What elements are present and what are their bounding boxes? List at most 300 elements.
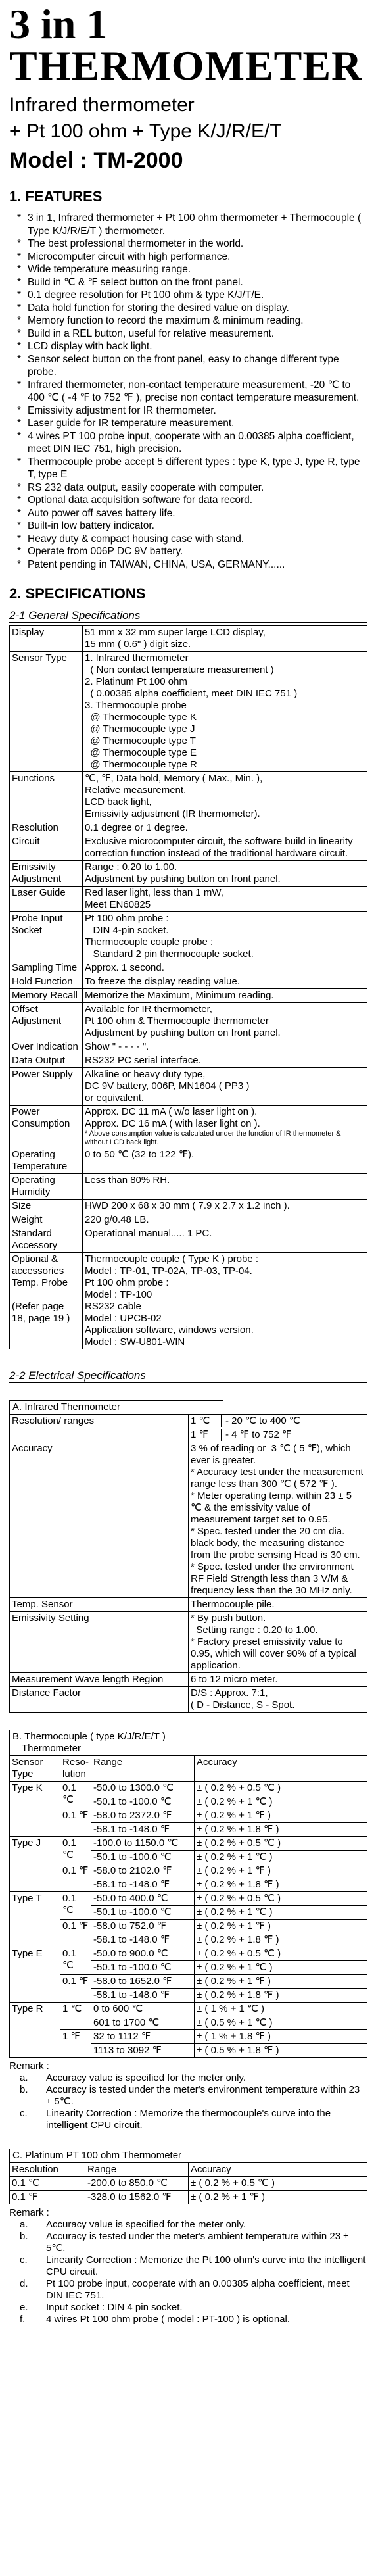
tc-resolution: 0.1 ℉: [60, 1920, 91, 1947]
feature-item: * Sensor select button on the front panel, easy to change different type probe.: [17, 353, 367, 379]
ir-value-line: * Spec. tested under the environment RF Field Strength less than 3 V/M & frequency less than the 30 MHz only.: [191, 1561, 356, 1596]
spec-value-line: 1. Infrared thermometer: [85, 652, 189, 664]
tc-resolution: 0.1 ℉: [60, 1809, 91, 1837]
ir-specs-table: [9, 1414, 367, 1713]
spec-value: [83, 835, 367, 861]
spec-label: Operating Temperature: [10, 1148, 83, 1174]
pt-resolution: 0.1 ℉: [10, 2191, 85, 2204]
remark-item: [9, 2314, 367, 2325]
tc-resolution: 1 ℉: [60, 2030, 91, 2058]
tc-header: Reso- lution: [60, 1756, 91, 1782]
tc-header: Range: [91, 1756, 195, 1782]
tc-accuracy: ± ( 0.2 % + 1 ℃ ): [195, 1961, 367, 1975]
feature-item: * Optional data acquisition software for data record.: [17, 494, 367, 507]
subtitle-2: + Pt 100 ohm + Type K/J/R/E/T: [9, 120, 282, 142]
ir-value-line: * Meter operating temp. within 23 ± 5 ℃ & the emissivity value of measurement target set to 0.95.: [191, 1490, 355, 1525]
tc-row: [10, 1864, 367, 1878]
spec-value-line: @ Thermocouple type R: [85, 759, 197, 770]
spec-value: [83, 1148, 367, 1174]
spec-row: [10, 652, 367, 772]
remark-text: 4 wires Pt 100 ohm probe ( model : PT-100 ) is optional.: [46, 2314, 291, 2325]
pt-row: [10, 2191, 367, 2204]
ir-value: [189, 1687, 367, 1713]
spec-value-line: Show " - - - - ".: [85, 1041, 149, 1052]
feature-item: * Heavy duty & compact housing case with stand.: [17, 533, 367, 546]
spec-value-line: Alkaline or heavy duty type,: [85, 1069, 206, 1080]
spec-label: Optional & accessories Temp. Probe (Refer page 18, page 19 ): [10, 1253, 83, 1349]
spec-value-line: Model : TP-01, TP-02A, TP-03, TP-04.: [85, 1265, 252, 1276]
ir-label: Temp. Sensor: [10, 1598, 189, 1612]
spec-value-line: Meet EN60825: [85, 899, 151, 910]
spec-value-line: LCD back light,: [85, 796, 152, 808]
spec-value: [83, 626, 367, 652]
general-specs-title: 2-1 General Specifications: [9, 609, 367, 623]
pt-remark-title: Remark :: [9, 2207, 49, 2218]
tc-accuracy: ± ( 0.2 % + 1 ℃ ): [195, 1851, 367, 1864]
title-line-1: 3 in 1: [9, 1, 108, 47]
tc-row: [10, 1892, 367, 1906]
spec-value-line: Relative measurement,: [85, 785, 187, 796]
spec-value: [83, 1040, 367, 1054]
tc-accuracy: ± ( 0.2 % + 1 ℉ ): [195, 1864, 367, 1878]
ir-value: [189, 1598, 367, 1612]
ir-value-line: Setting range : 0.20 to 1.00.: [191, 1624, 318, 1636]
remark-item: [9, 2108, 367, 2131]
remark-label: b.: [20, 2084, 28, 2095]
tc-accuracy: ± ( 0.2 % + 1 ℉ ): [195, 1975, 367, 1989]
spec-value-line: Available for IR thermometer,: [85, 1004, 212, 1015]
remark-label: f.: [20, 2314, 26, 2325]
remark-item: [9, 2072, 367, 2084]
remark-text: Accuracy is tested under the meter's environment temperature within 23 ± 5℃.: [46, 2084, 360, 2107]
tc-sensor-type: Type J: [10, 1837, 60, 1892]
feature-item: * LCD display with back light.: [17, 340, 367, 353]
spec-label: Operating Humidity: [10, 1174, 83, 1200]
tc-range: -58.1 to -148.0 ℉: [91, 1878, 195, 1892]
feature-item: * 4 wires PT 100 probe input, cooperate with an 0.00385 alpha coefficient, meet DIN IEC 751, high precision.: [17, 430, 367, 456]
spec-row: [10, 1227, 367, 1253]
tc-accuracy: ± ( 0.2 % + 1.8 ℉ ): [195, 1989, 367, 2003]
tc-resolution: 0.1 ℃: [60, 1782, 91, 1809]
spec-value: [83, 861, 367, 887]
feature-item: * Built-in low battery indicator.: [17, 520, 367, 533]
tc-range: -50.1 to -100.0 ℃: [91, 1961, 195, 1975]
spec-value-line: Emissivity adjustment (IR thermometer).: [85, 808, 260, 819]
tc-range: -58.1 to -148.0 ℉: [91, 1823, 195, 1837]
spec-value-line: ( 0.00385 alpha coefficient, meet DIN IEC 751 ): [85, 688, 298, 699]
remark-text: Linearity Correction : Memorize the Pt 100 ohm's curve into the intelligent CPU circuit.: [46, 2254, 366, 2277]
spec-row: [10, 975, 367, 989]
tc-range: -58.1 to -148.0 ℉: [91, 1933, 195, 1947]
ir-range: - 20 ℃ to 400 ℃: [225, 1415, 300, 1426]
spec-value: [83, 961, 367, 975]
spec-value-line: DC 9V battery, 006P, MN1604 ( PP3 ): [85, 1081, 250, 1092]
spec-value: [83, 1054, 367, 1068]
spec-label: Offset Adjustment: [10, 1003, 83, 1040]
spec-value-line: Approx. DC 16 mA ( with laser light on ).: [85, 1118, 260, 1129]
tc-resolution: 0.1 ℉: [60, 1975, 91, 2003]
spec-value-line: DIN 4-pin socket.: [85, 925, 169, 936]
spec-value: [83, 1227, 367, 1253]
spec-value-line: Approx. 1 second.: [85, 962, 164, 973]
spec-value-line: 51 mm x 32 mm super large LCD display,: [85, 627, 266, 638]
feature-item: * Data hold function for storing the desired value on display.: [17, 302, 367, 315]
remark-label: d.: [20, 2278, 28, 2289]
spec-label: Memory Recall: [10, 989, 83, 1003]
spec-note: * Above consumption value is calculated under the function of IR thermometer & without LCD back light.: [85, 1130, 343, 1146]
spec-label-extra: (Refer page 18, page 19 ): [12, 1301, 70, 1324]
spec-value-line: RS232 PC serial interface.: [85, 1055, 201, 1066]
pt-remark-list: [9, 2219, 367, 2325]
spec-value-line: Pt 100 ohm & Thermocouple thermometer: [85, 1015, 269, 1027]
spec-value-line: Exclusive microcomputer circuit, the software build in linearity correction function instead of the traditional hardware circuit.: [85, 836, 356, 859]
tc-accuracy: ± ( 0.2 % + 0.5 ℃ ): [195, 1837, 367, 1851]
spec-value-line: ( Non contact temperature measurement ): [85, 664, 274, 675]
tc-accuracy: ± ( 0.2 % + 1 ℃ ): [195, 1795, 367, 1809]
tc-accuracy: ± ( 0.2 % + 0.5 ℃ ): [195, 1782, 367, 1795]
remark-item: [9, 2278, 367, 2302]
remark-item: [9, 2231, 367, 2254]
remark-item: [9, 2254, 367, 2278]
tc-accuracy: ± ( 0.2 % + 1 ℉ ): [195, 1809, 367, 1823]
tc-row: [10, 2030, 367, 2044]
ir-resolution-value: [189, 1428, 367, 1442]
spec-row: [10, 961, 367, 975]
pt-range: -328.0 to 1562.0 ℉: [85, 2191, 189, 2204]
pt-row: [10, 2177, 367, 2191]
pt-header: Range: [85, 2163, 189, 2177]
tc-accuracy: ± ( 1 % + 1 ℃ ): [195, 2003, 367, 2016]
spec-value-line: Model : TP-100: [85, 1289, 152, 1300]
remark-item: [9, 2084, 367, 2108]
spec-row: [10, 989, 367, 1003]
spec-value-line: 3. Thermocouple probe: [85, 700, 187, 711]
spec-value-line: Pt 100 ohm probe :: [85, 913, 169, 924]
spec-label: Data Output: [10, 1054, 83, 1068]
ir-value-line: * Factory preset emissivity value to 0.95, which will cover 90% of a typical application.: [191, 1636, 359, 1671]
spec-value-line: Model : UPCB-02: [85, 1313, 162, 1324]
feature-item: * Emissivity adjustment for IR thermometer.: [17, 404, 367, 418]
ir-row: [10, 1612, 367, 1673]
pt-header: Resolution: [10, 2163, 85, 2177]
ir-value-line: Thermocouple pile.: [191, 1599, 275, 1610]
tc-accuracy: ± ( 0.2 % + 1 ℉ ): [195, 1920, 367, 1933]
tc-accuracy: ± ( 0.2 % + 1 ℃ ): [195, 1906, 367, 1920]
spec-label: Sensor Type: [10, 652, 83, 772]
spec-value-line: Memorize the Maximum, Minimum reading.: [85, 990, 274, 1001]
feature-item: * Thermocouple probe accept 5 different types : type K, type J, type R, type T, type E: [17, 456, 367, 481]
tc-sensor-type: Type K: [10, 1782, 60, 1837]
spec-value-line: 0.1 degree or 1 degree.: [85, 822, 188, 833]
ir-label: Measurement Wave length Region: [10, 1673, 189, 1687]
spec-value-line: Standard 2 pin thermocouple socket.: [85, 948, 254, 960]
feature-item: * Laser guide for IR temperature measurement.: [17, 417, 367, 430]
spec-value-line: @ Thermocouple type K: [85, 712, 197, 723]
tc-accuracy: ± ( 0.5 % + 1 ℃ ): [195, 2016, 367, 2030]
remark-text: Accuracy is tested under the meter's ambient temperature within 23 ± 5℃.: [46, 2231, 349, 2254]
ir-res: 1 ℉: [191, 1429, 222, 1441]
tc-row: [10, 1809, 367, 1823]
remark-text: Linearity Correction : Memorize the thermocouple's curve into the intelligent CPU circuit.: [46, 2108, 331, 2131]
ir-value-line: * By push button.: [191, 1613, 266, 1624]
spec-row: [10, 1003, 367, 1040]
tc-row: [10, 1782, 367, 1795]
spec-label: Probe Input Socket: [10, 912, 83, 961]
spec-value: [83, 975, 367, 989]
tc-header-row: [10, 1756, 367, 1782]
feature-item: * Microcomputer circuit with high performance.: [17, 251, 367, 264]
remark-text: Accuracy value is specified for the meter only.: [46, 2219, 246, 2230]
ir-row: [10, 1442, 367, 1598]
tc-row: [10, 1920, 367, 1933]
spec-value-line: Approx. DC 11 mA ( w/o laser light on ).: [85, 1106, 258, 1117]
electrical-specs-title: 2-2 Electrical Specifications: [9, 1369, 367, 1383]
spec-value: [83, 1253, 367, 1349]
spec-value-line: Adjustment by pushing button on front panel.: [85, 873, 281, 885]
tc-range: -58.0 to 752.0 ℉: [91, 1920, 195, 1933]
ir-res: 1 ℃: [191, 1415, 222, 1427]
spec-row: [10, 1068, 367, 1106]
tc-header: Accuracy: [195, 1756, 367, 1782]
spec-value: [83, 887, 367, 912]
spec-label: Power Supply: [10, 1068, 83, 1106]
tc-range: 32 to 1112 ℉: [91, 2030, 195, 2044]
tc-range: -50.0 to 400.0 ℃: [91, 1892, 195, 1906]
tc-accuracy: ± ( 1 % + 1.8 ℉ ): [195, 2030, 367, 2044]
spec-label: Laser Guide: [10, 887, 83, 912]
tc-sensor-type: Type E: [10, 1947, 60, 2003]
spec-value-line: 0 to 50 ℃ (32 to 122 ℉).: [85, 1149, 195, 1160]
tc-accuracy: ± ( 0.2 % + 0.5 ℃ ): [195, 1892, 367, 1906]
tc-accuracy: ± ( 0.2 % + 0.5 ℃ ): [195, 1947, 367, 1961]
tc-range: -50.1 to -100.0 ℃: [91, 1906, 195, 1920]
spec-value-line: Adjustment by pushing button on front panel.: [85, 1027, 281, 1038]
remark-label: c.: [20, 2108, 28, 2119]
features-heading: 1. FEATURES: [9, 188, 103, 205]
ir-value-line: ( D - Distance, S - Spot.: [191, 1699, 295, 1711]
feature-item: * Infrared thermometer, non-contact temperature measurement, -20 ℃ to 400 ℃ ( -4 ℉ to 752 ℉ ), precise non contact temperature measurement.: [17, 379, 367, 404]
spec-label: Over Indication: [10, 1040, 83, 1054]
spec-value-line: or equivalent.: [85, 1092, 145, 1104]
tc-range: -58.0 to 1652.0 ℉: [91, 1975, 195, 1989]
pt-header: Accuracy: [189, 2163, 367, 2177]
spec-row: [10, 1253, 367, 1349]
spec-value: [83, 1213, 367, 1227]
remark-label: e.: [20, 2302, 28, 2313]
tc-resolution: 0.1 ℉: [60, 1864, 91, 1892]
spec-value-line: Application software, windows version.: [85, 1324, 254, 1336]
spec-value: [83, 772, 367, 821]
tc-range: -100.0 to 1150.0 ℃: [91, 1837, 195, 1851]
spec-value-line: Red laser light, less than 1 mW,: [85, 887, 223, 898]
tc-range: 601 to 1700 ℃: [91, 2016, 195, 2030]
feature-item: * 3 in 1, Infrared thermometer + Pt 100 ohm thermometer + Thermocouple ( Type K/J/R/E/T ) thermometer.: [17, 212, 367, 237]
model-label: Model : TM-2000: [9, 148, 183, 173]
specs-heading: 2. SPECIFICATIONS: [9, 585, 146, 602]
feature-item: * Wide temperature measuring range.: [17, 263, 367, 276]
pt-header-row: [10, 2163, 367, 2177]
remark-text: Accuracy value is specified for the meter only.: [46, 2072, 246, 2083]
spec-value-line: Less than 80% RH.: [85, 1175, 170, 1186]
thermocouple-table: [9, 1755, 367, 2058]
tc-accuracy: ± ( 0.2 % + 1.8 ℉ ): [195, 1878, 367, 1892]
spec-value: [83, 1003, 367, 1040]
ir-range: - 4 ℉ to 752 ℉: [225, 1429, 292, 1440]
features-list: [9, 212, 367, 571]
ir-resolution-row: [10, 1415, 367, 1428]
tc-range: 0 to 600 ℃: [91, 2003, 195, 2016]
tc-range: -50.0 to 900.0 ℃: [91, 1947, 195, 1961]
spec-value: [83, 1200, 367, 1213]
spec-row: [10, 835, 367, 861]
spec-label: Functions: [10, 772, 83, 821]
spec-row: [10, 861, 367, 887]
spec-row: [10, 1148, 367, 1174]
spec-label: Display: [10, 626, 83, 652]
ir-value-line: D/S : Approx. 7:1,: [191, 1688, 268, 1699]
tc-range: -50.0 to 1300.0 ℃: [91, 1782, 195, 1795]
spec-row: [10, 1054, 367, 1068]
spec-row: [10, 1106, 367, 1148]
feature-item: * 0.1 degree resolution for Pt 100 ohm & type K/J/T/E.: [17, 289, 367, 302]
spec-label: Circuit: [10, 835, 83, 861]
spec-value-line: Thermocouple couple probe :: [85, 936, 214, 948]
spec-value: [83, 1068, 367, 1106]
ir-label: Accuracy: [10, 1442, 189, 1598]
feature-item: * Auto power off saves battery life.: [17, 507, 367, 520]
spec-label: Resolution: [10, 821, 83, 835]
tc-resolution: 0.1 ℃: [60, 1947, 91, 1975]
tc-sensor-type: Type T: [10, 1892, 60, 1947]
ir-section-title: A. Infrared Thermometer: [9, 1400, 223, 1414]
tc-range: 1113 to 3092 ℉: [91, 2044, 195, 2058]
ir-row: [10, 1598, 367, 1612]
tc-row: [10, 1837, 367, 1851]
spec-label: Power Consumption: [10, 1106, 83, 1148]
feature-item: * Build in ℃ & ℉ select button on the front panel.: [17, 276, 367, 289]
tc-accuracy: ± ( 0.2 % + 1.8 ℉ ): [195, 1823, 367, 1837]
spec-label: Emissivity Adjustment: [10, 861, 83, 887]
tc-section-title: [9, 1730, 223, 1755]
spec-row: [10, 626, 367, 652]
tc-remarks: [9, 2060, 367, 2131]
general-specs-table: [9, 625, 367, 1349]
ir-value: [189, 1673, 367, 1687]
spec-value-line: @ Thermocouple type E: [85, 747, 197, 758]
spec-row: [10, 1213, 367, 1227]
tc-resolution: 0.1 ℃: [60, 1837, 91, 1864]
spec-label: Weight: [10, 1213, 83, 1227]
pt100-table: [9, 2162, 367, 2204]
remark-label: c.: [20, 2254, 28, 2266]
spec-label: Sampling Time: [10, 961, 83, 975]
spec-row: [10, 912, 367, 961]
pt-accuracy: ± ( 0.2 % + 1 ℉ ): [189, 2191, 367, 2204]
spec-value-line: Pt 100 ohm probe :: [85, 1277, 169, 1288]
remark-label: a.: [20, 2072, 28, 2083]
ir-value-line: * Spec. tested under the 20 cm dia. black body, the measuring distance from the probe sensing Head is 30 cm.: [191, 1526, 360, 1561]
spec-value-line: RS232 cable: [85, 1301, 141, 1312]
pt-range: -200.0 to 850.0 ℃: [85, 2177, 189, 2191]
tc-header: Sensor Type: [10, 1756, 60, 1782]
tc-range: -58.1 to -148.0 ℉: [91, 1989, 195, 2003]
feature-item: * Build in a REL button, useful for relative measurement.: [17, 328, 367, 341]
tc-row: [10, 2003, 367, 2016]
remark-label: b.: [20, 2231, 28, 2242]
spec-value-line: Thermocouple couple ( Type K ) probe :: [85, 1253, 259, 1265]
ir-value: [189, 1612, 367, 1673]
spec-row: [10, 821, 367, 835]
tc-range: -58.0 to 2372.0 ℉: [91, 1809, 195, 1823]
title-line-2: THERMOMETER: [9, 42, 363, 89]
ir-row: [10, 1687, 367, 1713]
pt-accuracy: ± ( 0.2 % + 0.5 ℃ ): [189, 2177, 367, 2191]
spec-row: [10, 1174, 367, 1200]
spec-row: [10, 1040, 367, 1054]
feature-item: * Memory function to record the maximum & minimum reading.: [17, 314, 367, 328]
spec-label: Size: [10, 1200, 83, 1213]
tc-range: -50.1 to -100.0 ℃: [91, 1851, 195, 1864]
spec-value-line: HWD 200 x 68 x 30 mm ( 7.9 x 2.7 x 1.2 inch ).: [85, 1200, 290, 1211]
spec-value-line: To freeze the display reading value.: [85, 976, 240, 987]
tc-accuracy: ± ( 0.2 % + 1.8 ℉ ): [195, 1933, 367, 1947]
spec-value-line: Range : 0.20 to 1.00.: [85, 862, 177, 873]
feature-item: * Patent pending in TAIWAN, CHINA, USA, GERMANY......: [17, 558, 367, 571]
spec-value-line: 220 g/0.48 LB.: [85, 1214, 149, 1225]
ir-resolution-value: [189, 1415, 367, 1428]
tc-remark-title: Remark :: [9, 2060, 49, 2072]
spec-value-line: 15 mm ( 0.6" ) digit size.: [85, 639, 191, 650]
spec-value: [83, 989, 367, 1003]
spec-row: [10, 772, 367, 821]
spec-value-line: 2. Platinum Pt 100 ohm: [85, 676, 187, 687]
ir-value: [189, 1442, 367, 1598]
subtitle-1: Infrared thermometer: [9, 94, 195, 116]
tc-accuracy: ± ( 0.5 % + 1.8 ℉ ): [195, 2044, 367, 2058]
spec-label: Hold Function: [10, 975, 83, 989]
spec-value: [83, 1106, 367, 1148]
spec-value-line: Operational manual..... 1 PC.: [85, 1228, 212, 1239]
tc-row: [10, 1975, 367, 1989]
pt-resolution: 0.1 ℃: [10, 2177, 85, 2191]
spec-value-line: ℃, ℉, Data hold, Memory ( Max., Min. ),: [85, 773, 263, 784]
tc-range: -58.0 to 2102.0 ℉: [91, 1864, 195, 1878]
ir-label: Emissivity Setting: [10, 1612, 189, 1673]
ir-row: [10, 1673, 367, 1687]
spec-value-line: @ Thermocouple type T: [85, 735, 196, 746]
spec-value: [83, 1174, 367, 1200]
spec-value-line: Model : SW-U801-WIN: [85, 1336, 185, 1348]
spec-label: Standard Accessory: [10, 1227, 83, 1253]
remark-text: Input socket : DIN 4 pin socket.: [46, 2302, 183, 2313]
tc-remark-list: [9, 2072, 367, 2131]
ir-value-line: 3 % of reading or 3 ℃ ( 5 ℉), which ever is greater.: [191, 1443, 354, 1466]
spec-value: [83, 652, 367, 772]
tc-section-title-line2: Thermometer: [22, 1743, 82, 1754]
spec-value: [83, 912, 367, 961]
remark-text: Pt 100 probe input, cooperate with an 0.00385 alpha coefficient, meet DIN IEC 751.: [46, 2278, 350, 2301]
spec-value: [83, 821, 367, 835]
spec-row: [10, 887, 367, 912]
tc-row: [10, 1947, 367, 1961]
remark-item: [9, 2302, 367, 2314]
pt-remarks: [9, 2207, 367, 2325]
tc-range: -50.1 to -100.0 ℃: [91, 1795, 195, 1809]
remark-item: [9, 2219, 367, 2231]
spec-row: [10, 1200, 367, 1213]
spec-value-line: @ Thermocouple type J: [85, 723, 195, 735]
feature-item: * The best professional thermometer in the world.: [17, 237, 367, 251]
